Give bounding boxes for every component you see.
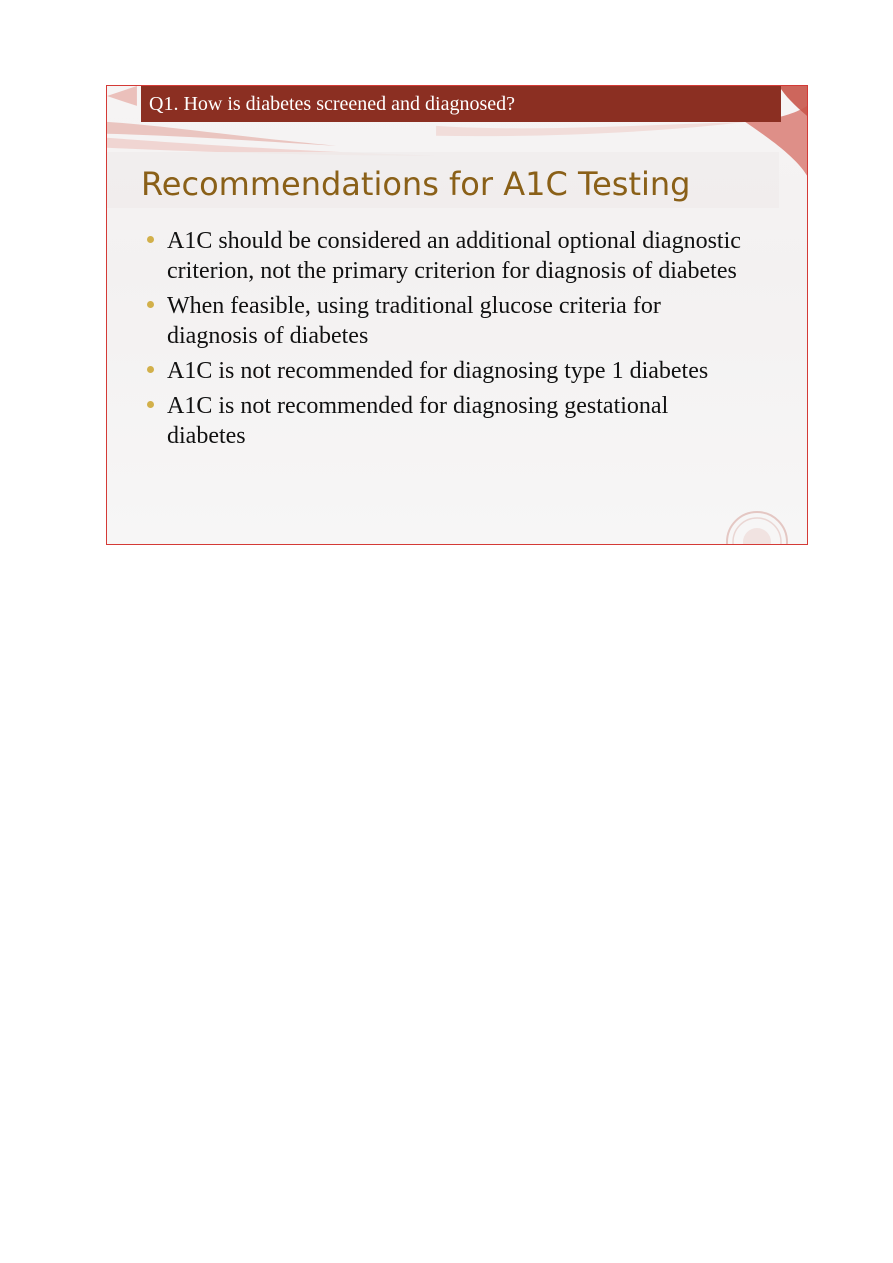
bullet-dot-icon [147, 301, 154, 308]
bullet-dot-icon [147, 401, 154, 408]
seal-logo-icon [725, 510, 789, 545]
bullet-text: A1C is not recommended for diagnosing type 1 diabetes [167, 358, 709, 384]
bullet-item [147, 356, 747, 386]
bullet-text: A1C should be considered an additional optional diagnostic criterion, not the primary criterion for diagnosis of diabetes [167, 228, 741, 284]
slide-title: Recommendations for A1C Testing [141, 165, 691, 203]
bullet-item [147, 226, 747, 286]
bullet-item [147, 391, 747, 451]
slide [106, 85, 808, 545]
question-header: Q1. How is diabetes screened and diagnosed? [141, 86, 781, 122]
bullet-item [147, 291, 747, 351]
bullet-text: When feasible, using traditional glucose criteria for diagnosis of diabetes [167, 293, 661, 349]
bullet-dot-icon [147, 236, 154, 243]
bullet-dot-icon [147, 366, 154, 373]
bullet-list [147, 226, 747, 456]
bullet-text: A1C is not recommended for diagnosing gestational diabetes [167, 393, 669, 449]
